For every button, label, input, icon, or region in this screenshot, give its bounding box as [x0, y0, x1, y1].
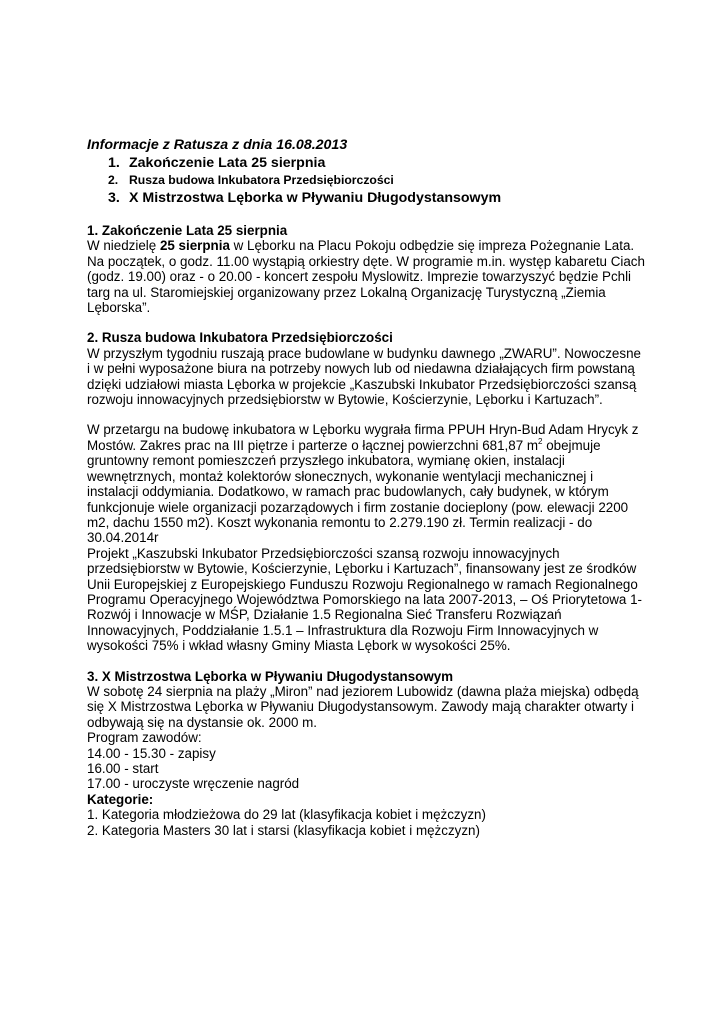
text-run: W przetargu na budowę inkubatora w Lęborku wygrała firma PPUH Hryn-Bud Adam Hrycyk z Mostów. Zakres prac na III piętrze i parterze o łącznej powierzchni 681,87 m [87, 422, 639, 453]
text-run: obejmuje gruntowny remont pomieszczeń przyszłego inkubatora, wymianę okien, instalacji wewnętrznych, montaż kolektorów słonecznych, wykonanie wentylacji mechanicznej i instalacji oddymiania. Dodatkowo, w ramach prac budowlanych, cały budynek, w którym funkcjonuje wiele organizacji pozarządowych i firm zostanie docieplony (pow. elewacji 2200 m2, dachu 1550 m2). Koszt wykonania remontu to 2.279.190 zł. Termin realizacji - do 30.04.2014r [87, 437, 629, 546]
toc-item-number: 2. [108, 173, 119, 187]
section-incubator [87, 330, 647, 653]
program-item: 14.00 - 15.30 - zapisy [87, 745, 216, 761]
table-of-contents [87, 154, 647, 207]
section-paragraph: W sobotę 24 sierpnia na plaży „Miron” nad jeziorem Lubowidz (dawna plaża miejska) odbędą się X Mistrzostwa Lęborka w Pływaniu Długodystansowym. Zawody mają charakter otwarty i odbywają się na dystansie ok. 2000 m. [87, 683, 639, 730]
section-paragraph [87, 238, 647, 315]
text-run: w Lęborku na Placu Pokoju odbędzie się impreza Pożegnanie Lata. Na początek, o godz. 11.00 wystąpią orkiestry dęte. W programie m.in. występ kabaretu Ciach (godz. 19.00) oraz - o 20.00 - koncert zespołu Myslowitz. Imprezie towarzyszyć będzie Pchli targ na ul. Staromiejskiej organizowany przez Lokalną Organizację Turystyczną „Ziemia Lęborska”. [87, 238, 645, 316]
section-end-of-summer [87, 223, 647, 315]
program-label: Program zawodów: [87, 730, 202, 746]
categories-label: Kategorie: [87, 791, 154, 807]
section-paragraph: W przyszłym tygodniu ruszają prace budowlane w budynku dawnego „ZWARU”. Nowoczesne i w pełni wyposażone biura na potrzeby nowych lub od niedawna działających firm powstaną dzięki udziałowi miasta Lęborka w projekcie „Kaszubski Inkubator Przedsiębiorczości szansą rozwoju innowacyjnych przedsiębiorstw w Bytowie, Kościerzynie, Lęborku i Kartuzach”. [87, 345, 641, 408]
toc-item [87, 172, 647, 189]
toc-item-number: 1. [108, 155, 120, 171]
date-highlight: 25 sierpnia [159, 238, 230, 254]
document-title: Informacje z Ratusza z dnia 16.08.2013 [87, 137, 348, 153]
toc-item [87, 154, 647, 172]
toc-item-label: Zakończenie Lata 25 sierpnia [129, 155, 326, 171]
toc-item-label: Rusza budowa Inkubatora Przedsiębiorczości [129, 173, 394, 187]
document-content [87, 137, 647, 838]
toc-item [87, 189, 647, 207]
superscript: 2 [538, 436, 543, 446]
category-item: 1. Kategoria młodzieżowa do 29 lat (klasyfikacja kobiet i mężczyzn) [87, 807, 486, 823]
program-item: 17.00 - uroczyste wręczenie nagród [87, 776, 300, 792]
program-item: 16.00 - start [87, 761, 159, 776]
section-paragraph [87, 422, 647, 545]
text-run: W niedzielę [87, 238, 160, 254]
section-heading: 2. Rusza budowa Inkubatora Przedsiębiorczości [87, 330, 393, 346]
section-swimming-championship [87, 669, 647, 838]
category-item: 2. Kategoria Masters 30 lat i starsi (klasyfikacja kobiet i mężczyzn) [87, 822, 480, 838]
toc-item-label: X Mistrzostwa Lęborka w Pływaniu Długodystansowym [129, 190, 502, 206]
section-heading: 3. X Mistrzostwa Lęborka w Pływaniu Długodystansowym [87, 668, 454, 684]
section-paragraph: Projekt „Kaszubski Inkubator Przedsiębiorczości szansą rozwoju innowacyjnych przedsiębiorstw w Bytowie, Kościerzynie, Lęborku i Kartuzach”, finansowany jest ze środków Unii Europejskiej z Europejskiego Funduszu Rozwoju Regionalnego w ramach Regionalnego Programu Operacyjnego Województwa Pomorskiego na lata 2007-2013, – Oś Priorytetowa 1-Rozwój i Innowacje w MŚP, Działanie 1.5 Regionalna Sieć Transferu Rozwiązań Innowacyjnych, Poddziałanie 1.5.1 – Infrastruktura dla Rozwoju Firm Innowacyjnych w wysokości 75% i wkład własny Gminy Miasta Lębork w wysokości 25%. [87, 545, 643, 654]
section-heading: 1. Zakończenie Lata 25 sierpnia [87, 223, 288, 238]
toc-item-number: 3. [108, 190, 120, 206]
